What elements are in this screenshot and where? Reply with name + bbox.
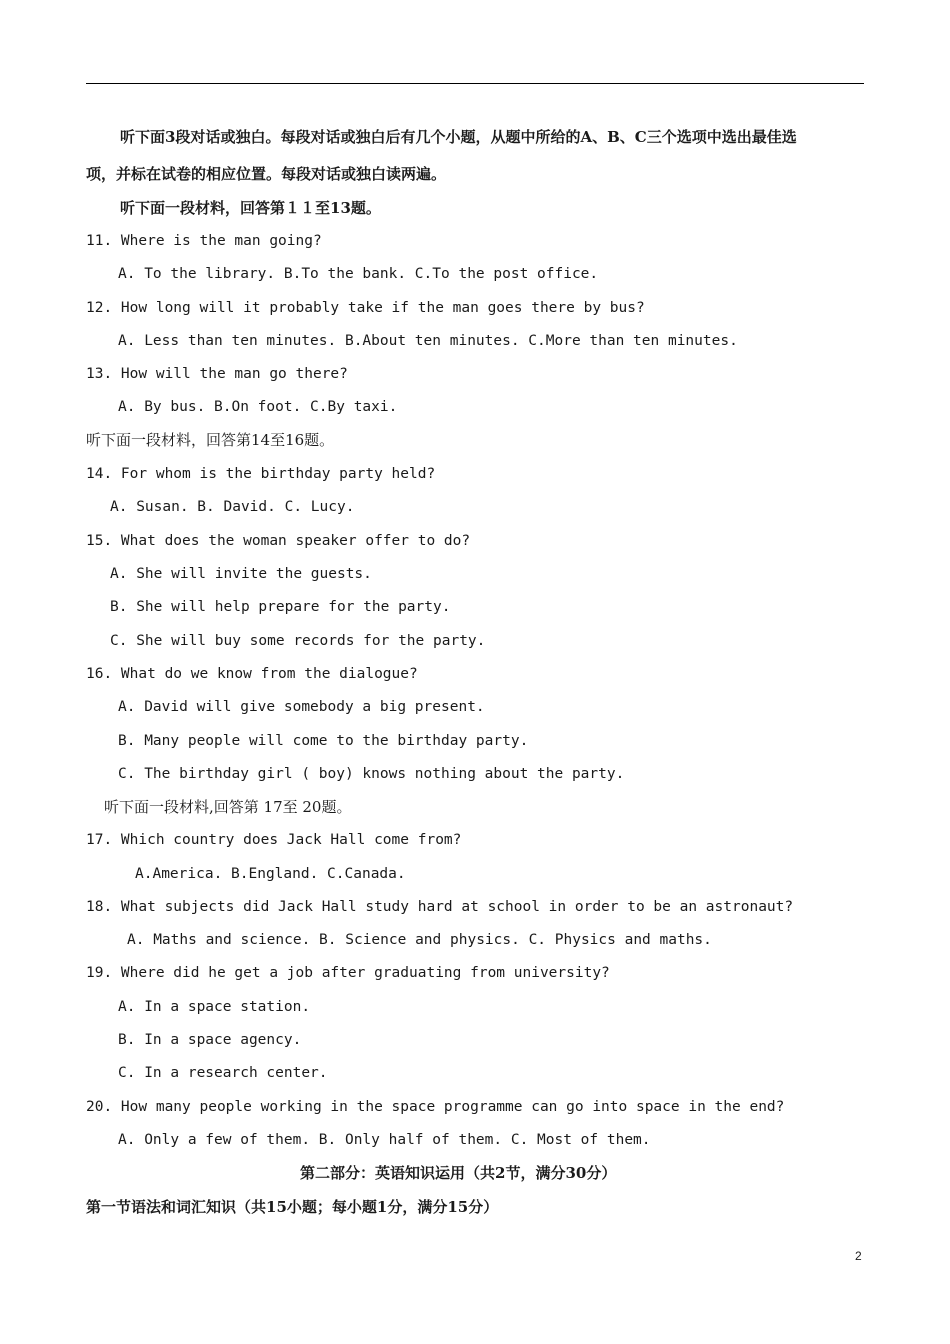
question-16-stem: 16. What do we know from the dialogue? [86,666,418,682]
question-18-options: A. Maths and science. B. Science and physics. C. Physics and maths. [127,932,712,948]
section-heading-11-13: 听下面一段材料，回答第１１至13题。 [120,199,381,217]
question-15-option-b: B. She will help prepare for the party. [110,599,451,615]
question-14-stem: 14. For whom is the birthday party held? [86,466,436,482]
part-two-title: 第二部分：英语知识运用（共2节，满分30分） [300,1164,617,1182]
question-11-options: A. To the library. B.To the bank. C.To the post office. [118,266,599,282]
question-19-option-a: A. In a space station. [118,999,311,1015]
header-rule [86,83,864,84]
question-12-options: A. Less than ten minutes. B.About ten minutes. C.More than ten minutes. [118,333,738,349]
question-20-stem: 20. How many people working in the space programme can go into space in the end? [86,1099,785,1115]
question-15-stem: 15. What does the woman speaker offer to do? [86,533,471,549]
question-19-option-c: C. In a research center. [118,1065,328,1081]
instructions-line-2: 项，并标在试卷的相应位置。每段对话或独白读两遍。 [86,165,447,183]
grammar-section-heading: 第一节语法和词汇知识（共15小题；每小题1分，满分15分） [86,1198,499,1216]
question-13-stem: 13. How will the man go there? [86,366,348,382]
question-16-option-b: B. Many people will come to the birthday party. [118,733,529,749]
question-16-option-c: C. The birthday girl ( boy) knows nothing about the party. [118,766,625,782]
question-19-stem: 19. Where did he get a job after graduating from university? [86,965,610,981]
page-number: 2 [855,1249,862,1263]
question-15-option-c: C. She will buy some records for the party. [110,633,486,649]
question-17-options: A.America. B.England. C.Canada. [135,866,406,882]
instructions-line-1: 听下面3段对话或独白。每段对话或独白后有几个小题，从题中所给的A、B、C三个选项中选出最佳选 [120,128,797,146]
question-19-option-b: B. In a space agency. [118,1032,302,1048]
question-14-options: A. Susan. B. David. C. Lucy. [110,499,355,515]
question-17-stem: 17. Which country does Jack Hall come from? [86,832,462,848]
question-13-options: A. By bus. B.On foot. C.By taxi. [118,399,398,415]
question-15-option-a: A. She will invite the guests. [110,566,372,582]
question-16-option-a: A. David will give somebody a big present. [118,699,485,715]
question-20-options: A. Only a few of them. B. Only half of them. C. Most of them. [118,1132,651,1148]
question-11-stem: 11. Where is the man going? [86,233,322,249]
section-heading-14-16: 听下面一段材料，回答第14至16题。 [86,431,335,449]
question-12-stem: 12. How long will it probably take if the man goes there by bus? [86,300,645,316]
section-heading-17-20: 听下面一段材料,回答第 17至 20题。 [104,798,352,816]
question-18-stem: 18. What subjects did Jack Hall study hard at school in order to be an astronaut? [86,899,794,915]
